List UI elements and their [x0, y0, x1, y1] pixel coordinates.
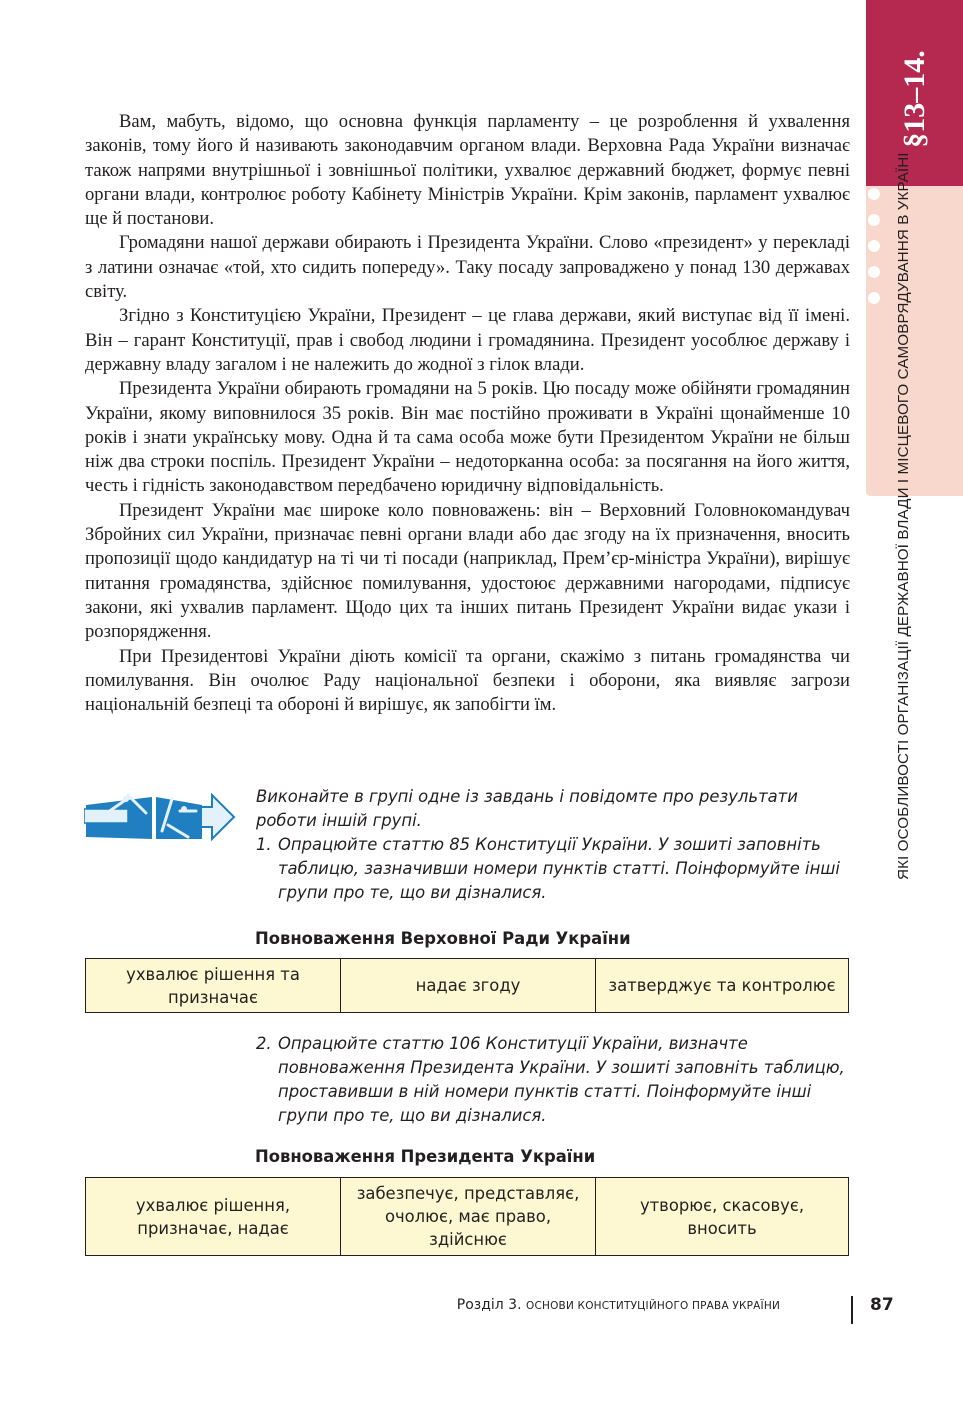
paragraph: Президент України має широке коло повноважень: він – Верховний Головнокомандувач Збройних сил України, призначає певні органи влади або дає згоду на їх призначення, вносить пропозиції щодо кандидатур на ті чи ті посади (наприклад, Прем’єр-міністра України), вирішує питання громадянства, здійснює помилування, удостоює державними нагородами, підписує закони, які ухвалив парламент. Щодо цих та інших питань Президент України видає укази і розпорядження. — [85, 499, 850, 643]
table-row — [86, 959, 849, 1013]
table-row — [86, 1178, 849, 1256]
table-1-title: Повноваження Верховної Ради України — [255, 929, 631, 948]
decorative-dots — [860, 186, 880, 316]
side-title: ЯКІ ОСОБЛИВОСТІ ОРГАНІЗАЦІЇ ДЕРЖАВНОЇ ВЛАДИ І МІСЦЕВОГО САМОВРЯДУВАННЯ В УКРАЇНІ — [895, 152, 912, 880]
page-number: 87 — [870, 1295, 894, 1315]
table-cell: ухвалює рішення, призначає, надає — [86, 1178, 341, 1256]
group-work-book-icon — [84, 787, 236, 847]
table-cell: надає згоду — [341, 959, 596, 1013]
page-footer — [440, 1295, 894, 1327]
paragraph: Громадяни нашої держави обирають і Президента України. Слово «президент» у перекладі з латини означає «той, хто сидить попереду». Таку посаду запроваджено у понад 130 державах світу. — [85, 232, 850, 303]
side-band — [866, 186, 963, 496]
table-cell: ухвалює рішення та призначає — [86, 959, 341, 1013]
paragraph: Згідно з Конституцією України, Президент – це глава держави, який виступає від її імені. Він – гарант Конституції, прав і свобод людини і громадянина. Президент уособлює державу і державну владу загалом і не належить до жодної з гілок влади. — [85, 305, 850, 375]
paragraph: Президента України обирають громадяни на 5 років. Цю посаду може обійняти громадянин України, якому виповнилося 35 років. Він має постійно проживати в Україні щонайменше 10 років і знати українську мову. Одна й та сама особа може бути Президентом України не більш ніж два строки поспіль. Президент України – недоторканна особа: за посягання на його життя, честь і гідність законодавством передбачено юридичну відповідальність. — [85, 378, 850, 497]
table-cell: утворює, скасовує, вносить — [596, 1178, 849, 1256]
section-number: §13–14. — [897, 50, 931, 148]
table-cell: затверджує та контролює — [596, 959, 849, 1013]
main-text — [85, 110, 850, 717]
task-item-1 — [256, 833, 856, 905]
table-2-title: Повноваження Президента України — [255, 1147, 596, 1166]
task-item-number: 2. — [256, 1034, 272, 1053]
paragraph: Вам, мабуть, відомо, що основна функція парламенту – це розроблення й ухвалення законів, тому його й називають законодавчим органом влади. Верховна Рада України визначає також напрями внутрішньої і зовнішньої політики, ухвалює державний бюджет, формує певні органи влади, контролює роботу Кабінету Міністрів України. Крім законів, парламент ухвалює ще й постанови. — [85, 111, 850, 230]
task-item-2 — [256, 1032, 856, 1128]
footer-divider — [851, 1296, 853, 1324]
section-number-wrap — [866, 0, 963, 186]
table-2 — [85, 1177, 849, 1256]
task-block — [256, 785, 856, 905]
task-item-text: Опрацюйте статтю 106 Конституції України, визначте повноваження Президента України. У зошиті заповніть таблицю, проставивши в ній номери пунктів статті. Поінформуйте інші групи про те, що ви дізналися. — [278, 1034, 845, 1125]
table-1 — [85, 958, 849, 1013]
footer-section-name: ОСНОВИ КОНСТИТУЦІЙНОГО ПРАВА УКРАЇНИ — [526, 1300, 780, 1312]
task-item-number: 1. — [256, 835, 272, 854]
task-item-text: Опрацюйте статтю 85 Конституції України. У зошиті заповніть таблицю, зазначивши номери пунктів статті. Поінформуйте інші групи про те, що ви дізналися. — [278, 835, 840, 902]
table-cell: забезпечує, представляє, очолює, має право, здійснює — [341, 1178, 596, 1256]
paragraph: При Президентові України діють комісії та органи, скажімо з питань громадянства чи помилування. Він очолює Раду національної безпеки і оборони, яка виявляє загрози національній безпеці та обороні й вирішує, як запобігти їм. — [85, 645, 850, 716]
footer-section-prefix: Розділ 3. — [456, 1297, 522, 1313]
footer-section-title — [457, 1297, 780, 1313]
task-intro: Виконайте в групі одне із завдань і повідомте про результати роботи іншій групі. — [256, 787, 798, 830]
